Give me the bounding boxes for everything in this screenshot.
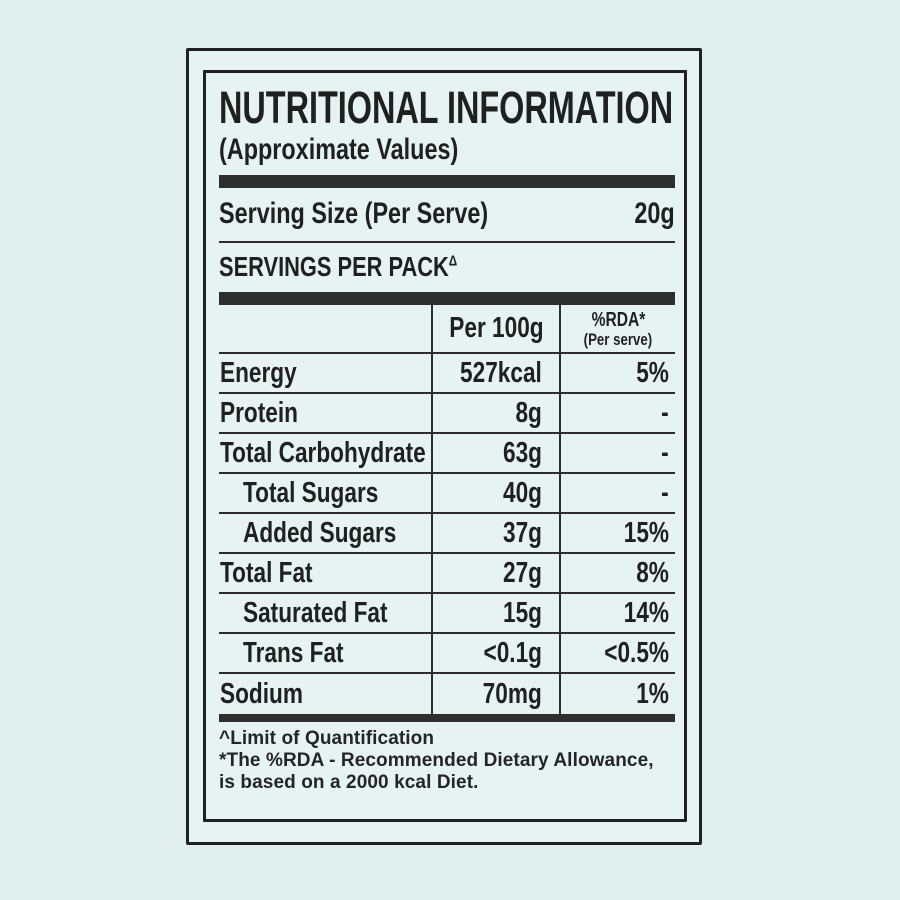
nutrient-rda-value: -: [661, 476, 669, 509]
nutrient-name-cell: [219, 434, 431, 472]
nutrient-per100g-value: 63g: [503, 436, 542, 469]
nutrient-per100g-cell: [431, 594, 559, 632]
nutrient-rda-cell: [559, 434, 675, 472]
nutrient-rda-value: 5%: [636, 356, 669, 389]
header-rda-text: %RDA*: [591, 308, 645, 331]
footnotes: [219, 722, 675, 794]
servings-per-pack-text: SERVINGS PER PACK: [219, 251, 449, 282]
nutrient-per100g-cell: [431, 514, 559, 552]
nutrient-per100g-cell: [431, 554, 559, 592]
nutrient-per100g-value: 527kcal: [460, 356, 542, 389]
nutrient-rda-value: -: [661, 436, 669, 469]
nutrient-name: Saturated Fat: [243, 596, 388, 629]
table-row: [219, 594, 675, 634]
nutrient-rda-cell: [559, 554, 675, 592]
nutrient-per100g-value: 27g: [503, 556, 542, 589]
servings-per-pack-label: [219, 251, 457, 283]
nutrient-per100g-cell: [431, 674, 559, 714]
nutrient-name: Sodium: [220, 677, 303, 710]
nutrient-rda-cell: [559, 354, 675, 392]
nutrient-name: Total Carbohydrate: [220, 436, 426, 469]
nutrient-name-cell: [219, 594, 431, 632]
nutrient-name-cell: [219, 634, 431, 672]
nutrient-per100g-value: <0.1g: [483, 636, 542, 669]
table-row: [219, 634, 675, 674]
nutrient-rda-cell: [559, 394, 675, 432]
nutrient-name: Total Fat: [220, 556, 313, 589]
nutrient-rda-value: 8%: [636, 556, 669, 589]
header-nutrient-cell: [219, 305, 431, 352]
nutrient-name-cell: [219, 554, 431, 592]
footnote-rda-definition: *The %RDA - Recommended Dietary Allowance,: [219, 750, 654, 771]
nutrient-rda-cell: [559, 674, 675, 714]
table-row: [219, 354, 675, 394]
nutrient-per100g-value: 70mg: [482, 677, 542, 710]
nutrient-per100g-cell: [431, 474, 559, 512]
serving-size-value: 20g: [634, 197, 675, 230]
label-title-text: NUTRITIONAL INFORMATION: [219, 82, 674, 133]
table-row: [219, 394, 675, 434]
nutrient-rda-value: -: [661, 396, 669, 429]
nutrient-name-cell: [219, 354, 431, 392]
nutrient-name-cell: [219, 674, 431, 714]
divider-bar-bottom: [219, 714, 675, 722]
label-outer-frame: [186, 48, 702, 845]
servings-per-pack-superscript: Δ: [448, 252, 458, 270]
nutrient-per100g-value: 8g: [515, 396, 542, 429]
table-header-row: [219, 305, 675, 354]
divider-bar-middle: [219, 292, 675, 305]
header-rda-cell: [559, 305, 675, 352]
nutrient-name-cell: [219, 394, 431, 432]
table-row: [219, 674, 675, 714]
nutrient-rda-cell: [559, 634, 675, 672]
nutrient-rda-cell: [559, 594, 675, 632]
nutrient-name: Added Sugars: [243, 516, 397, 549]
nutrient-name: Trans Fat: [243, 636, 344, 669]
table-row: [219, 554, 675, 594]
nutrient-name: Total Sugars: [243, 476, 379, 509]
header-per100g-text: Per 100g: [448, 312, 544, 344]
nutrient-rda-cell: [559, 514, 675, 552]
header-rda-subtext: (Per serve): [583, 329, 653, 349]
label-subtitle-text: (Approximate Values): [219, 133, 459, 166]
nutrient-rda-value: 1%: [636, 677, 669, 710]
nutrient-name: Protein: [220, 396, 298, 429]
nutrient-per100g-value: 40g: [503, 476, 542, 509]
table-row: [219, 434, 675, 474]
label-subtitle: [219, 134, 675, 166]
serving-size-label: Serving Size (Per Serve): [219, 197, 489, 230]
nutrient-per100g-cell: [431, 434, 559, 472]
nutrient-rda-value: 15%: [623, 516, 669, 549]
servings-per-pack-row: [219, 243, 675, 292]
header-per100g-cell: [431, 305, 559, 352]
nutrient-per100g-cell: [431, 394, 559, 432]
nutrition-table: [219, 305, 675, 714]
footnote-rda-basis: is based on a 2000 kcal Diet.: [219, 772, 479, 793]
nutrient-name-cell: [219, 474, 431, 512]
label-title: [219, 82, 675, 133]
divider-bar-top: [219, 175, 675, 188]
nutrient-per100g-value: 15g: [503, 596, 542, 629]
nutrient-rda-value: <0.5%: [604, 636, 669, 669]
nutrient-per100g-value: 37g: [503, 516, 542, 549]
label-inner-frame: [203, 70, 687, 822]
nutrient-per100g-cell: [431, 634, 559, 672]
nutrient-rda-value: 14%: [623, 596, 669, 629]
table-row: [219, 474, 675, 514]
table-row: [219, 514, 675, 554]
serving-size-row: [219, 188, 675, 243]
nutrient-per100g-cell: [431, 354, 559, 392]
footnote-limit-of-quantification: ^Limit of Quantification: [219, 728, 435, 749]
nutrient-name-cell: [219, 514, 431, 552]
nutrient-name: Energy: [220, 356, 297, 389]
nutrient-rda-cell: [559, 474, 675, 512]
